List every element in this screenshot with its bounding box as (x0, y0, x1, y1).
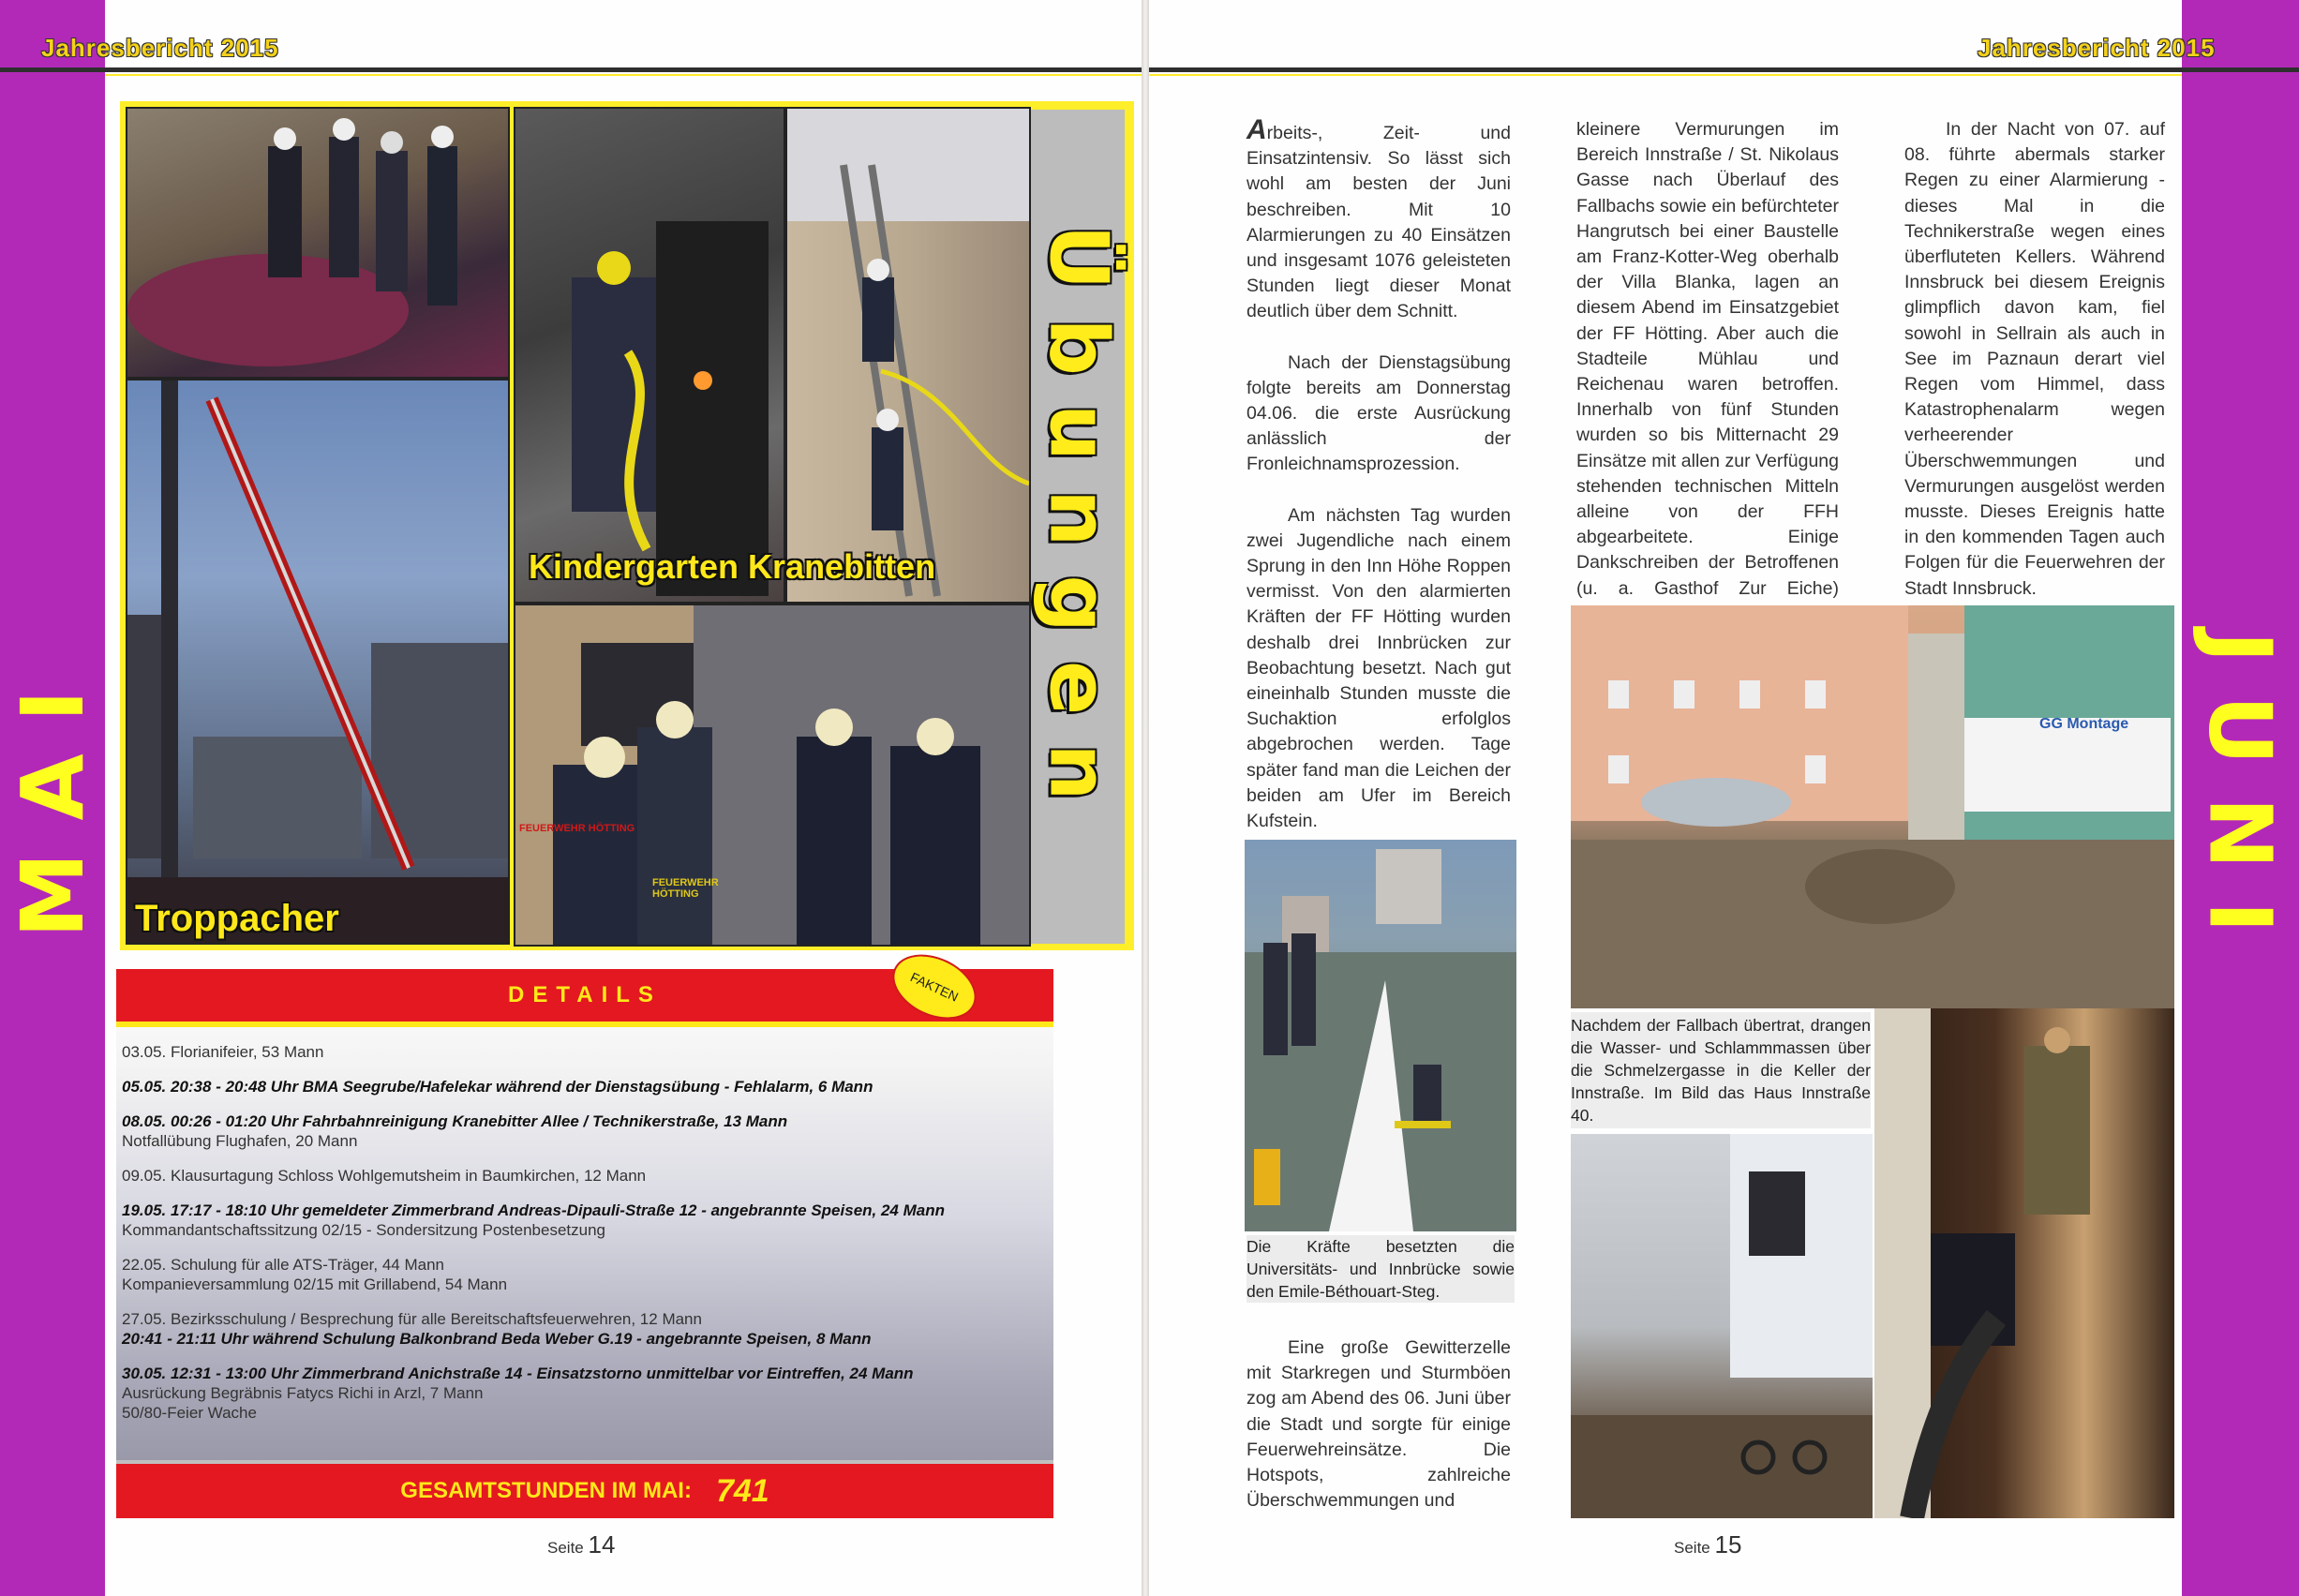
page-number-left (547, 1530, 615, 1559)
article-column-3 (1904, 117, 2165, 627)
header-rule-left (0, 67, 1142, 72)
photo-car-rescue (126, 107, 510, 379)
article-paragraph: Nach der Dienstagsübung folgte bereits am Donnerstag 04.06. die erste Ausrückung anlässlich der Fronleichnamsprozession. (1247, 351, 1511, 475)
photo-breaching-door (514, 107, 785, 604)
article-column-1-continued (1247, 1335, 1511, 1539)
caption-fallbach: Nachdem der Fallbach übertrat, drangen die Wasser- und Schlammmassen über die Schmelzergasse in die Keller der Innstraße. Im Bild das Haus Innstraße 40. (1571, 1012, 1871, 1128)
details-item-main: 05.05. 20:38 - 20:48 Uhr BMA Seegrube/Hafelekar während der Dienstagsübung - Fehlalarm, 6 Mann (122, 1078, 873, 1096)
details-item (122, 1201, 1050, 1240)
photo-window-rescue (514, 604, 1031, 947)
flooded-courtyard-scene (1571, 1134, 1873, 1518)
article-column-1 (1247, 114, 1511, 859)
total-hours-label: GESAMTSTUNDEN IM MAI: (400, 1478, 692, 1503)
details-item-sub: 20:41 - 21:11 Uhr während Schulung Balkonbrand Beda Weber G.19 - angebrannte Speisen, 8 Mann (122, 1330, 872, 1348)
total-hours-value: 741 (715, 1472, 769, 1509)
month-label-juni: JUNI (2190, 631, 2292, 965)
page-number-label: Seite (1674, 1539, 1710, 1557)
vertical-title-box (1031, 110, 1125, 944)
details-item (122, 1309, 1050, 1349)
exercise-photo-collage (120, 101, 1134, 950)
turntable-ladder-scene (127, 380, 508, 943)
details-item-main: 30.05. 12:31 - 13:00 Uhr Zimmerbrand Anichstraße 14 - Einsatzstorno unmittelbar vor Eintreffen, 24 Mann (122, 1365, 914, 1382)
article-paragraph: kleinere Vermurungen im Bereich Innstraße / St. Nikolaus Gasse nach Überlauf des Fallbachs sowie ein befürchteter Hangrutsch bei einer Baustelle am Franz-Kotter-Weg oberhalb der Villa Blanka, lagen an diesem Abend im Einsatzgebiet der FF Hötting. Aber auch die Stadteile Mühlau und Reichenau waren betroffen. Innerhalb von fünf Stunden wurden so bis Mitternacht 29 Einsätze mit allen zur Verfügung stehenden technischen Mitteln alleine von der FFH abgearbeitete. Einige Dankschreiben der Betroffenen (u. a. Gasthof Zur Eiche) (1576, 119, 1839, 599)
article-paragraph (1247, 114, 1511, 325)
header-title-left: Jahresbericht 2015 (41, 34, 279, 62)
month-label-mai: MAI (2, 658, 103, 938)
car-rescue-scene (127, 109, 508, 377)
details-title: DETAILS (508, 982, 662, 1007)
page-number-value: 14 (588, 1530, 616, 1559)
details-item (122, 1364, 1050, 1423)
breaching-door-scene (515, 109, 784, 602)
details-item-main: 27.05. Bezirksschulung / Besprechung für alle Bereitschaftsfeuerwehren, 12 Mann (122, 1310, 702, 1328)
caption-kindergarten-kranebitten: Kindergarten Kranebitten (529, 547, 936, 586)
header-rule-left-accent (105, 74, 1142, 76)
ladder-climb-scene (787, 109, 1029, 602)
article-paragraph: In der Nacht von 07. auf 08. führte abermals starker Regen zu einer Alarmierung - dieses Mal in die Technikerstraße wegen eines überfluteten Kellers. Während Innsbruck bei diesem Ereignis glimpflich davon kam, fiel sowohl in Sellrain als auch in See im Paznaun derart viel Regen vom Himmel, dass Katastrophenalarm wegen verheerender Überschwemmungen und Vermurungen ausgelöst werden musste. Dieses Ereignis hatte in den kommenden Tagen auch Folgen für die Feuerwehren der Stadt Innsbruck. (1904, 119, 2165, 599)
page-fold (1142, 0, 1149, 1596)
details-item (122, 1111, 1050, 1151)
details-item-main: 22.05. Schulung für alle ATS-Träger, 44 Mann (122, 1256, 444, 1274)
photo-flooded-courtyard (1571, 1134, 1873, 1518)
photo-turntable-ladder (126, 379, 510, 945)
details-item (122, 1166, 1050, 1186)
photo-flooded-street (1571, 605, 2174, 1008)
jacket-badge-1: FEUERWEHR HÖTTING (519, 823, 635, 834)
details-item-main: 08.05. 00:26 - 01:20 Uhr Fahrbahnreinigung Kranebitter Allee / Technikerstraße, 13 Mann (122, 1112, 788, 1130)
vertical-title-ubungen: Übungen (1031, 224, 1125, 829)
fakten-badge-label: FAKTEN (907, 969, 962, 1005)
caption-bridges: Die Kräfte besetzten die Universitäts- und Innbrücke sowie den Emile-Béthouart-Steg. (1247, 1237, 1515, 1301)
details-item-main: 19.05. 17:17 - 18:10 Uhr gemeldeter Zimmerbrand Andreas-Dipauli-Straße 12 - angebrannte Speisen, 24 Mann (122, 1201, 945, 1219)
details-item-main: 09.05. Klausurtagung Schloss Wohlgemutsheim in Baumkirchen, 12 Mann (122, 1167, 647, 1185)
page-number-right (1674, 1530, 1741, 1559)
article-paragraph: Eine große Gewitterzelle mit Starkregen und Sturmböen zog am Abend des 06. Juni über die Stadt und sorgte für einige Feuerwehreinsätze. Die Hotspots, zahlreiche Überschwemmungen und (1247, 1337, 1511, 1512)
photo-flooded-cellar (1874, 1008, 2174, 1518)
details-item (122, 1077, 1050, 1096)
photo-bridge-watch (1245, 840, 1516, 1231)
details-item (122, 1042, 1050, 1062)
bridge-watch-scene (1245, 840, 1516, 1231)
van-sign: GG Montage (2039, 716, 2129, 732)
right-month-label-wrap (2182, 0, 2299, 1596)
photo-ladder-climb (785, 107, 1031, 604)
details-item (122, 1255, 1050, 1294)
details-item-sub: Kompanieversammlung 02/15 mit Grillabend, 54 Mann (122, 1275, 508, 1293)
total-hours-bar (116, 1460, 1053, 1518)
header-rule-right (1149, 67, 2299, 72)
flooded-street-scene (1571, 605, 2174, 1008)
header-rule-right-accent (1149, 74, 2182, 76)
page-number-value: 15 (1714, 1530, 1742, 1559)
jacket-badge-2: FEUERWEHR HÖTTING (652, 877, 719, 900)
window-rescue-scene (515, 605, 1029, 945)
left-month-sidebar (0, 0, 105, 1596)
article-paragraph-text: rbeits-, Zeit- und Einsatzintensiv. So lässt sich wohl am besten der Juni beschreiben. Mit 10 Alarmierungen zu 40 Einsätzen und insgesamt 1076 geleisteten Stunden liegt dieser Monat deutlich über dem Schnitt. (1247, 123, 1511, 322)
details-panel (116, 969, 1053, 1518)
details-item-sub: Ausrückung Begräbnis Fatycs Richi in Arzl, 7 Mann 50/80-Feier Wache (122, 1384, 484, 1422)
page-number-label: Seite (547, 1539, 584, 1557)
details-list (122, 1042, 1050, 1438)
header-title-right: Jahresbericht 2015 (1978, 34, 2216, 62)
details-item-sub: Notfallübung Flughafen, 20 Mann (122, 1132, 358, 1150)
article-column-2 (1576, 117, 1839, 652)
right-month-sidebar (2182, 0, 2299, 1596)
left-month-label-wrap (0, 0, 105, 1596)
drop-cap: A (1247, 114, 1267, 145)
article-paragraph: Am nächsten Tag wurden zwei Jugendliche nach einem Sprung in den Inn Höhe Roppen vermisst. Von den alarmierten Kräften der FF Hötting wurden deshalb drei Innbrücken zur Beobachtung besetzt. Nach gut eineinhalb Stunden musste die Suchaktion erfolglos abgebrochen werden. Tage später fand man die Leichen der beiden am Ufer im Bereich Kufstein. (1247, 504, 1511, 832)
details-item-main: 03.05. Florianifeier, 53 Mann (122, 1043, 324, 1061)
flooded-cellar-scene (1874, 1008, 2174, 1518)
details-item-sub: Kommandantschaftssitzung 02/15 - Sondersitzung Postenbesetzung (122, 1221, 605, 1239)
caption-troppacher: Troppacher (135, 898, 339, 939)
